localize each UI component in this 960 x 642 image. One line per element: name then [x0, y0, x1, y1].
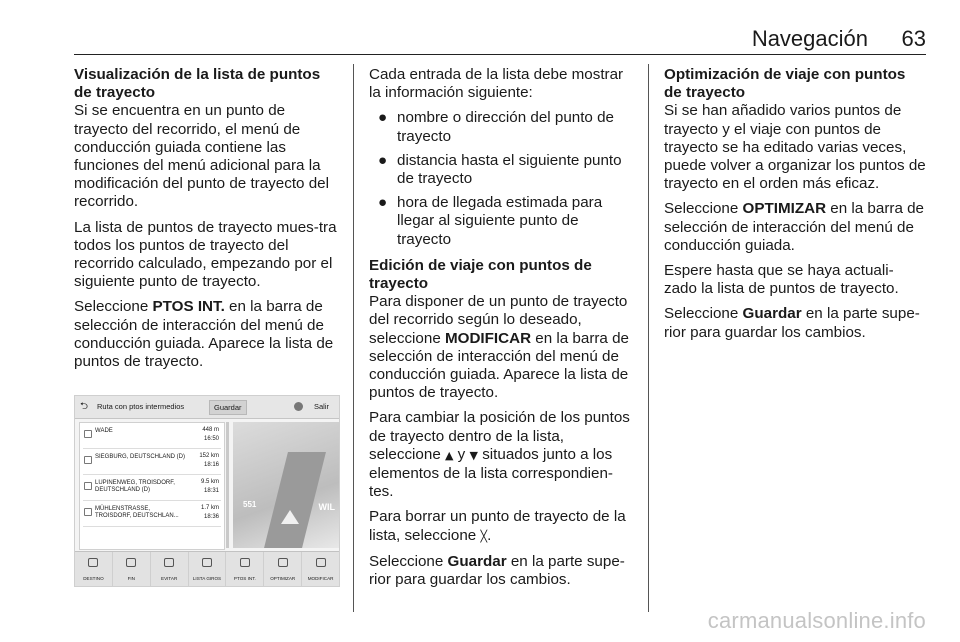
waypoint-list	[79, 422, 225, 550]
waypoint-icon	[84, 430, 92, 438]
map-view: 551 WIL	[233, 422, 339, 548]
list-scrollbar[interactable]	[226, 422, 229, 548]
delete-x-icon: ╳	[480, 529, 488, 543]
flag-icon	[84, 508, 92, 516]
optimize-icon	[278, 558, 288, 567]
heading-optimize-trip: Optimización de viaje con puntos de trayecto	[664, 66, 906, 102]
back-arrow-icon[interactable]: ⮌	[80, 401, 89, 412]
list-item[interactable]: WADE 448 m 16:50	[83, 423, 221, 449]
list-item[interactable]: SIEGBURG, DEUTSCHLAND (D) 152 km 18:16	[83, 449, 221, 475]
column-1	[74, 66, 338, 378]
page-header	[74, 26, 926, 55]
paragraph: Para borrar un punto de trayecto de la lista, seleccione ╳.	[369, 508, 626, 544]
evitar-button[interactable]: EVITAR	[151, 552, 189, 586]
column-divider	[648, 64, 649, 612]
end-route-icon	[126, 558, 136, 567]
paragraph: Para disponer de un punto de trayecto del recorrido según lo deseado, seleccione MODIFICAR en la barra de selección de interacción del menú de conducción guiada. Aparece la lista de puntos de trayecto.	[369, 293, 629, 402]
arrow-up-icon: ▲	[444, 448, 454, 462]
ptos-int-button[interactable]: PTOS INT.	[226, 552, 264, 586]
modificar-button[interactable]: MODIFICAR	[302, 552, 339, 586]
turn-list-icon	[202, 558, 212, 567]
column-divider	[353, 64, 354, 612]
section-title: Navegación	[751, 26, 868, 51]
paragraph: Seleccione OPTIMIZAR en la barra de selección de interacción del menú de conducción guiada.	[664, 200, 925, 254]
bullet-list	[369, 109, 633, 248]
optimizar-button[interactable]: OPTIMIZAR	[264, 552, 302, 586]
paragraph: Seleccione Guardar en la parte supe-rior para guardar los cambios.	[664, 305, 920, 341]
waypoint-icon	[84, 482, 92, 490]
interaction-bar	[75, 551, 339, 586]
paragraph: Cada entrada de la lista debe mostrar la información siguiente:	[369, 66, 624, 102]
column-3	[664, 66, 926, 349]
paragraph: Seleccione PTOS INT. en la barra de selección de interacción del menú de conducción guiada. Aparece la lista de puntos de trayecto.	[74, 298, 334, 371]
paragraph: La lista de puntos de trayecto mues-tra todos los puntos de trayecto del recorrido calculado, empezando por el siguiente punto de trayecto.	[74, 218, 337, 291]
screen-header	[75, 396, 339, 419]
route-title: Ruta con ptos intermedios	[97, 402, 185, 411]
avoid-icon	[164, 558, 174, 567]
direction-arrow-icon	[281, 510, 299, 524]
destino-button[interactable]: DESTINO	[75, 552, 113, 586]
column-2	[369, 66, 633, 596]
exit-button[interactable]: Salir	[313, 402, 329, 411]
fin-button[interactable]: FIN	[113, 552, 151, 586]
destination-icon	[88, 558, 98, 567]
list-item: ● nombre o dirección del punto de trayecto	[378, 109, 614, 145]
waypoint-icon	[84, 456, 92, 464]
waypoint-list-screenshot	[74, 395, 340, 587]
list-item[interactable]: LUPINENWEG, TROISDORF, DEUTSCHLAND (D) 9.5 km 18:31	[83, 475, 221, 501]
paragraph: Espere hasta que se haya actuali-zado la lista de puntos de trayecto.	[664, 262, 899, 298]
paragraph: Si se encuentra en un punto de trayecto del recorrido, el menú de conducción guiada contiene las funciones del menú adicional para la modificación del punto de trayecto del recorrido.	[74, 102, 329, 211]
modify-icon	[316, 558, 326, 567]
paragraph: Para cambiar la posición de los puntos de trayecto dentro de la lista, seleccione ▲ y ▼ situados junto a los elementos de la lista correspondien-tes.	[369, 409, 630, 501]
list-item[interactable]: MÜHLENSTRASSE, TROISDORF, DEUTSCHLAN... 1.7 km 18:36	[83, 501, 221, 527]
list-item: ● distancia hasta el siguiente punto de trayecto	[378, 151, 622, 188]
list-item: ● hora de llegada estimada para llegar al siguiente punto de trayecto	[378, 194, 603, 248]
heading-waypoint-list: Visualización de la lista de puntos de trayecto	[74, 66, 321, 102]
waypoints-icon	[240, 558, 250, 567]
lista-giros-button[interactable]: LISTA GIROS	[189, 552, 227, 586]
paragraph: Seleccione Guardar en la parte supe-rior para guardar los cambios.	[369, 552, 625, 589]
page-number: 63	[901, 26, 926, 51]
road-shape	[258, 452, 326, 548]
exit-icon	[294, 402, 303, 411]
paragraph: Si se han añadido varios puntos de trayecto y el viaje con puntos de trayecto se ha editado varias veces, puede volver a organizar los puntos de trayecto en el orden más eficaz.	[664, 102, 926, 193]
arrow-down-icon: ▼	[469, 448, 478, 462]
save-button[interactable]: Guardar	[209, 400, 247, 415]
heading-edit-trip: Edición de viaje con puntos de trayecto	[369, 256, 592, 293]
watermark: carmanualsonline.info	[707, 608, 926, 633]
